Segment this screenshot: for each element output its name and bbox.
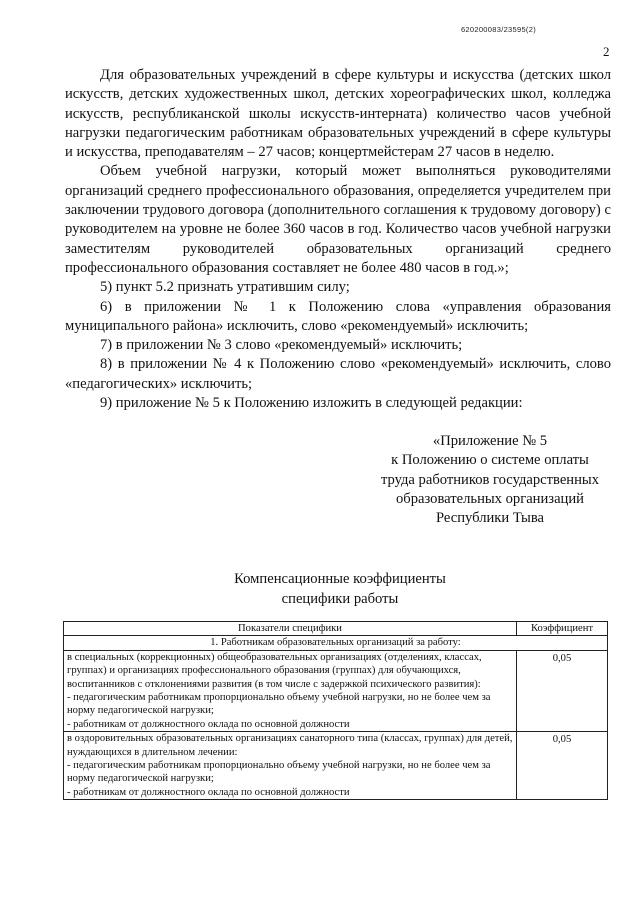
table-header-row: [64, 622, 608, 636]
appendix-line: «Приложение № 5: [432, 433, 548, 449]
paragraph: 7) в приложении № 3 слово «рекомендуемый» исключить;: [100, 337, 463, 354]
table-section-row: [64, 636, 608, 650]
row-line: - педагогическим работникам пропорционально объему учебной нагрузки, но не более чем за норму педагогической нагрузки;: [67, 760, 491, 785]
row-description: [64, 650, 517, 731]
row-coefficient: 0,05: [517, 650, 608, 731]
row-line: - работникам от должностного оклада по основной должности: [67, 786, 350, 798]
paragraph: Для образовательных учреждений в сфере культуры и искусства (детских школ искусств, детских художественных школ, детских хореографических школ, колледжа искусств, республиканской школы искусств-интерната) количество часов учебной нагрузки педагогическим работникам образовательных учреждений в сфере культуры и искусства, преподавателям – 27 часов; концертмейстерам 27 часов в неделю.: [65, 67, 611, 161]
paragraph: 5) пункт 5.2 признать утратившим силу;: [100, 279, 350, 296]
paragraph: 8) в приложении № 4 к Положению слово «рекомендуемый» исключить, слово «педагогических» исключить;: [65, 356, 611, 392]
table-row: [64, 650, 608, 731]
header-coefficient: Коэффициент: [517, 622, 608, 636]
row-description: [64, 732, 517, 800]
paragraph: 6) в приложении № 1 к Положению слова «управления образования муниципального района» исключить, слово «рекомендуемый» исключить;: [65, 298, 611, 334]
appendix-line: Республики Тыва: [435, 510, 545, 527]
appendix-line: образовательных организаций: [396, 490, 584, 507]
row-line: в оздоровительных образовательных организациях санаторного типа (классах, группах) для детей, нуждающихся в длительном лечении:: [67, 733, 513, 758]
header-indicators: Показатели специфики: [64, 622, 517, 636]
table-row: [64, 732, 608, 800]
table-title-line: специфики работы: [281, 590, 399, 607]
paragraph: Объем учебной нагрузки, который может выполняться руководителями организаций среднего профессионального образования, определяется учредителем при заключении трудового договора (дополнительного соглашения к трудовому договору) с руководителем на уровне не более 360 часов в год. Количество часов учебной нагрузки заместителям руководителей образовательных организаций среднего профессионального образования составляет не более 480 часов в год.»;: [65, 163, 611, 276]
page-number: 2: [603, 44, 610, 59]
appendix-header: [360, 432, 620, 528]
paragraph: 9) приложение № 5 к Положению изложить в следующей редакции:: [100, 395, 523, 412]
row-coefficient: 0,05: [517, 732, 608, 800]
table-title: [190, 570, 490, 609]
row-line: в специальных (коррекционных) общеобразовательных организациях (отделениях, классах, группах) и организациях профессионального образования (группах) для обучающихся, воспитанников с отклонениями развития (в том числе с задержкой психического развития):: [67, 651, 482, 690]
body-text: [65, 66, 611, 413]
appendix-line: к Положению о системе оплаты: [391, 452, 589, 469]
appendix-line: труда работников государственных: [380, 471, 600, 488]
specifics-table: [63, 621, 608, 800]
row-line: - педагогическим работникам пропорционально объему учебной нагрузки, но не более чем за норму педагогической нагрузки;: [67, 692, 491, 717]
table-title-line: Компенсационные коэффициенты: [234, 571, 446, 587]
section-title: 1. Работникам образовательных организаций за работу:: [64, 636, 608, 650]
document-id: 620200083/23595(2): [460, 25, 536, 34]
row-line: - работникам от должностного оклада по основной должности: [67, 718, 350, 730]
